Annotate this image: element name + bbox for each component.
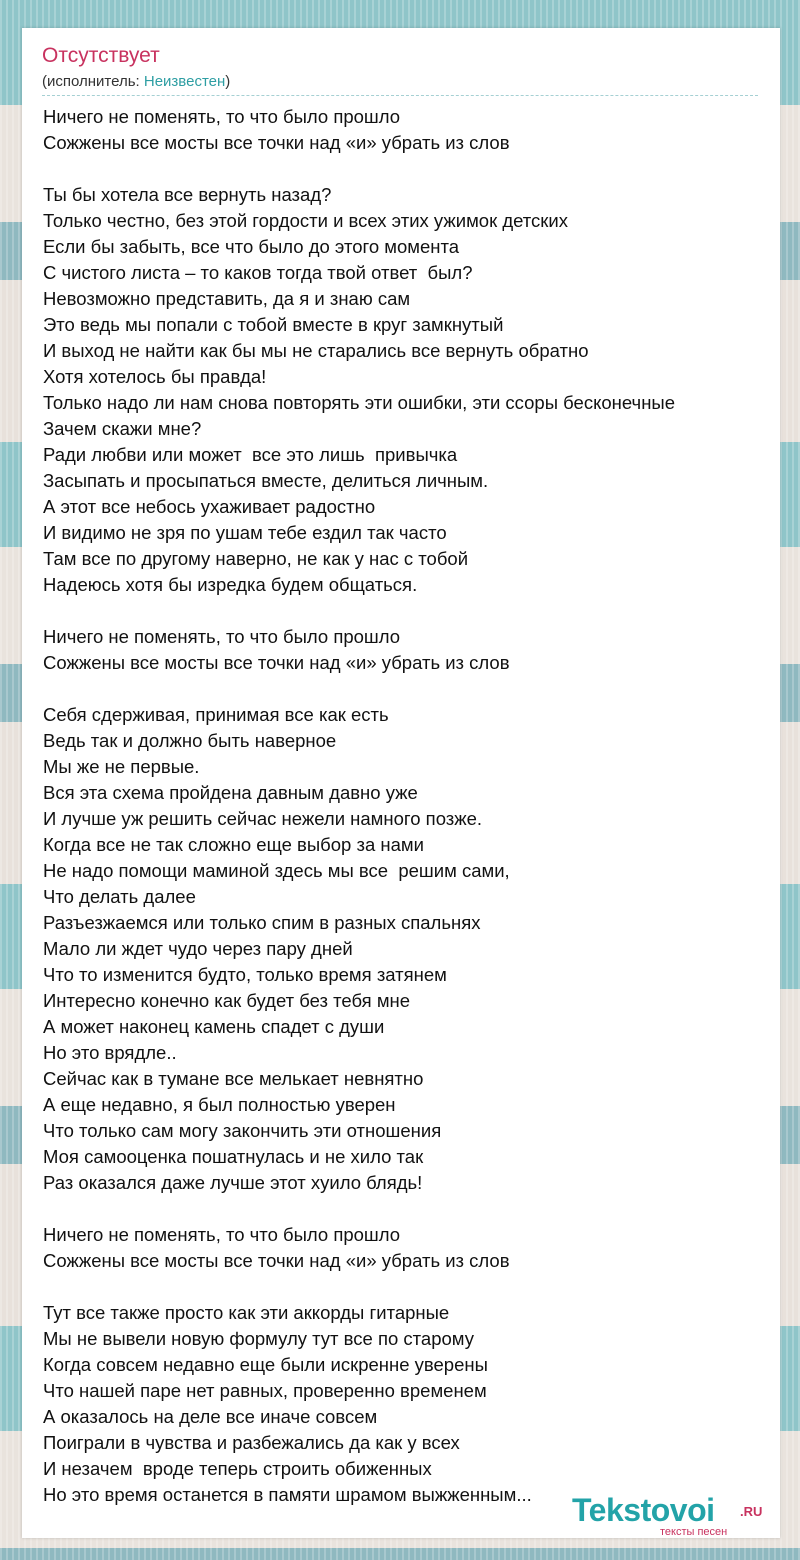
lyric-line: Сожжены все мосты все точки над «и» убрать из слов — [43, 132, 510, 153]
lyric-line: Засыпать и просыпаться вместе, делиться личным. — [43, 470, 489, 491]
artist-link[interactable]: Неизвестен — [143, 73, 226, 90]
lyric-line: Что нашей паре нет равных, проверенно временем — [43, 1380, 487, 1401]
site-logo[interactable] — [572, 1492, 782, 1542]
lyric-line: Хотя хотелось бы правда! — [43, 366, 267, 387]
lyric-line: Ради любви или может все это лишь привычка — [43, 444, 458, 465]
lyric-line: Когда совсем недавно еще были искренне уверены — [43, 1354, 488, 1375]
lyric-line: Вся эта схема пройдена давным давно уже — [43, 782, 418, 803]
lyric-blank-line — [43, 1274, 763, 1300]
title-divider — [42, 95, 758, 96]
artist-prefix: (исполнитель: — [42, 73, 144, 90]
logo-tagline: тексты песен — [660, 1526, 728, 1538]
lyric-line: И незачем вроде теперь строить обиженных — [43, 1458, 432, 1479]
logo-domain: .RU — [740, 1504, 763, 1519]
lyric-line: Ничего не поменять, то что было прошло — [43, 626, 401, 647]
lyric-line: А еще недавно, я был полностью уверен — [43, 1094, 396, 1115]
lyric-line: Если бы забыть, все что было до этого момента — [43, 236, 460, 257]
lyric-line: Сожжены все мосты все точки над «и» убрать из слов — [43, 1250, 510, 1271]
lyric-line: И выход не найти как бы мы не старались все вернуть обратно — [43, 340, 589, 361]
lyric-line: А этот все небось ухаживает радостно — [43, 496, 376, 517]
lyric-line: Зачем скажи мне? — [43, 418, 202, 439]
lyric-line: С чистого листа – то каков тогда твой ответ был? — [43, 262, 473, 283]
song-title: Отсутствует — [42, 44, 160, 67]
lyric-line: Поиграли в чувства и разбежались да как у всех — [43, 1432, 460, 1453]
lyric-line: Раз оказался даже лучше этот хуило блядь! — [43, 1172, 423, 1193]
lyric-line: А оказалось на деле все иначе совсем — [43, 1406, 378, 1427]
lyric-line: Разъезжаемся или только спим в разных спальнях — [43, 912, 481, 933]
lyric-line: Интересно конечно как будет без тебя мне — [43, 990, 411, 1011]
lyric-line: Там все по другому наверно, не как у нас с тобой — [43, 548, 469, 569]
lyric-line: Ведь так и должно быть наверное — [43, 730, 337, 751]
lyric-line: Это ведь мы попали с тобой вместе в круг замкнутый — [43, 314, 504, 335]
lyric-line: Только честно, без этой гордости и всех этих ужимок детских — [43, 210, 568, 231]
lyric-line: Моя самооценка пошатнулась и не хило так — [43, 1146, 424, 1167]
lyric-line: Что только сам могу закончить эти отношения — [43, 1120, 442, 1141]
lyric-line: Что делать далее — [43, 886, 196, 907]
lyric-line: Но это время останется в памяти шрамом выжженным... — [43, 1484, 532, 1505]
lyric-line: Себя сдерживая, принимая все как есть — [43, 704, 389, 725]
lyric-line: Когда все не так сложно еще выбор за нами — [43, 834, 424, 855]
lyric-line: Мы не вывели новую формулу тут все по старому — [43, 1328, 474, 1349]
lyric-line: Но это врядле.. — [43, 1042, 177, 1063]
lyric-line: И лучше уж решить сейчас нежели намного позже. — [43, 808, 483, 829]
lyric-blank-line — [43, 676, 763, 702]
lyrics-card — [22, 28, 780, 1538]
lyric-line: Невозможно представить, да я и знаю сам — [43, 288, 411, 309]
lyric-line: Ничего не поменять, то что было прошло — [43, 106, 401, 127]
lyric-line: Ты бы хотела все вернуть назад? — [43, 184, 332, 205]
lyric-blank-line — [43, 598, 763, 624]
lyric-blank-line — [43, 1196, 763, 1222]
lyric-line: Надеюсь хотя бы изредка будем общаться. — [43, 574, 418, 595]
lyric-line: Мы же не первые. — [43, 756, 200, 777]
lyric-line: Ничего не поменять, то что было прошло — [43, 1224, 401, 1245]
artist-suffix: ) — [225, 73, 231, 90]
artist-line — [42, 72, 230, 92]
lyrics-text — [43, 104, 763, 1508]
lyric-line: Только надо ли нам снова повторять эти ошибки, эти ссоры бесконечные — [43, 392, 675, 413]
lyric-line: Тут все также просто как эти аккорды гитарные — [43, 1302, 450, 1323]
lyric-line: А может наконец камень спадет с души — [43, 1016, 385, 1037]
lyric-line: Что то изменится будто, только время затянем — [43, 964, 447, 985]
lyric-line: И видимо не зря по ушам тебе ездил так часто — [43, 522, 447, 543]
logo-wordmark: Tekstovoi — [572, 1492, 715, 1528]
lyric-line: Сожжены все мосты все точки над «и» убрать из слов — [43, 652, 510, 673]
lyric-line: Мало ли ждет чудо через пару дней — [43, 938, 353, 959]
lyric-line: Сейчас как в тумане все мелькает невнятно — [43, 1068, 424, 1089]
lyric-blank-line — [43, 156, 763, 182]
lyric-line: Не надо помощи маминой здесь мы все решим сами, — [43, 860, 510, 881]
